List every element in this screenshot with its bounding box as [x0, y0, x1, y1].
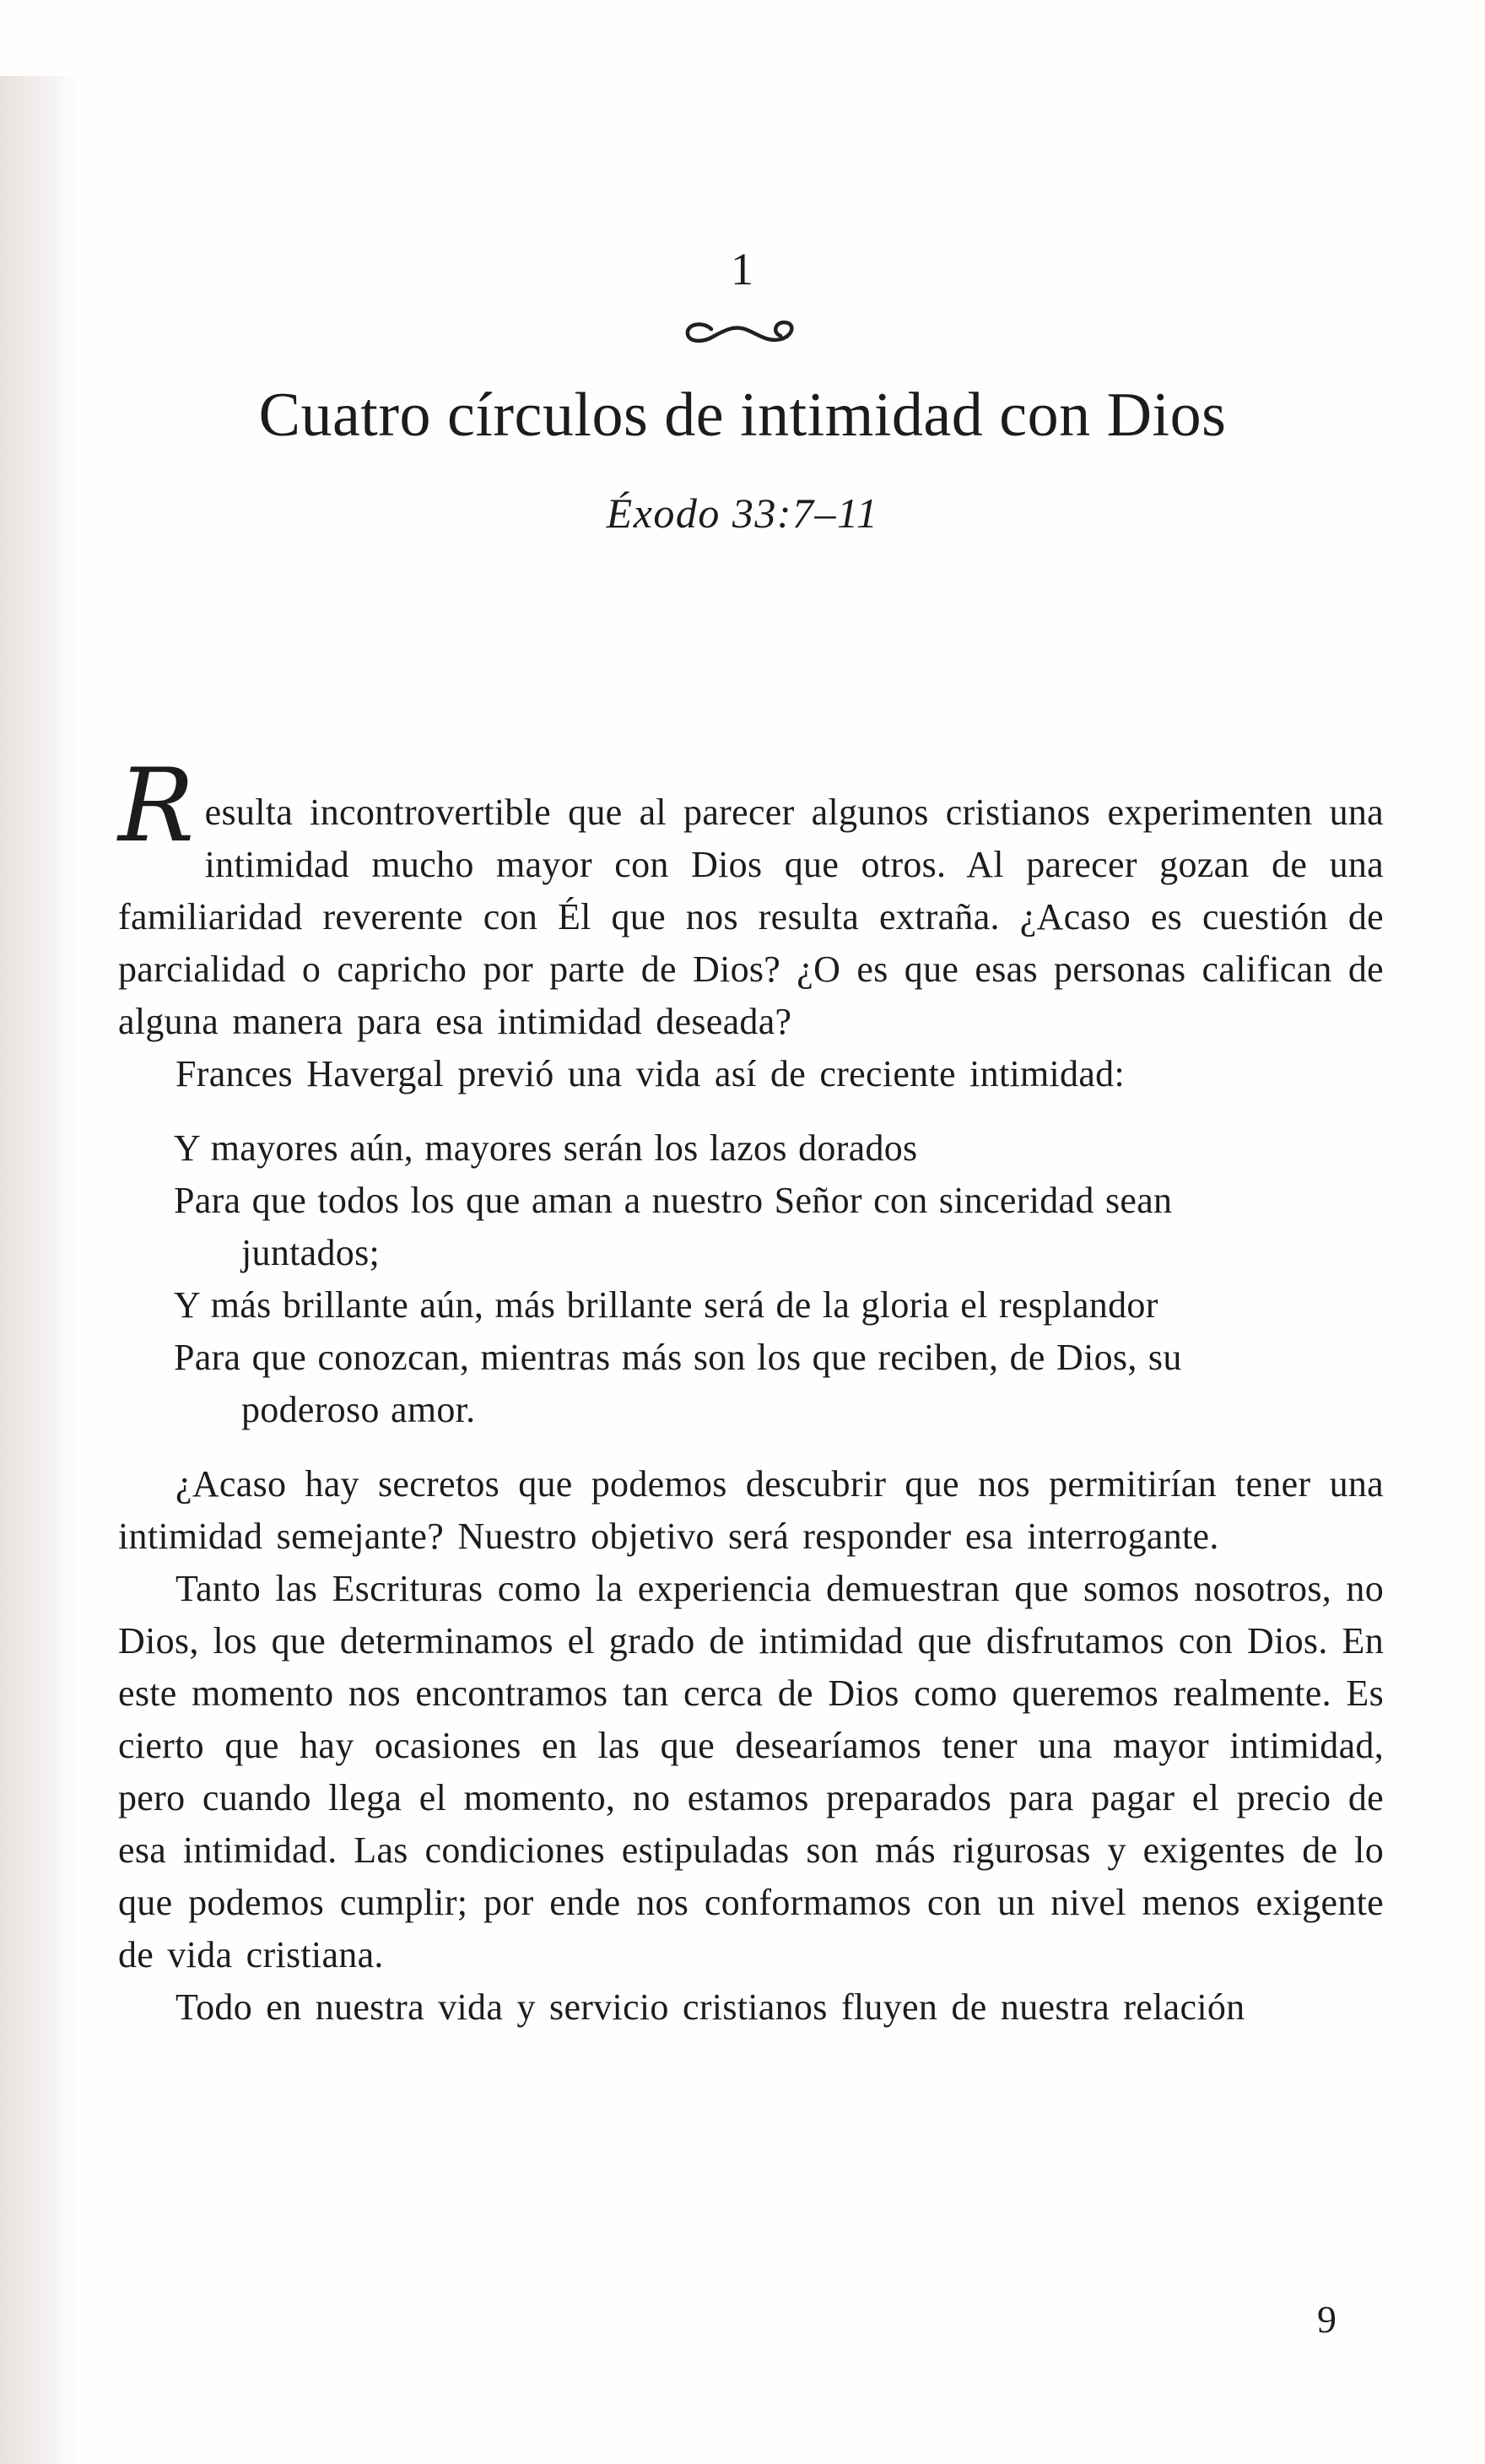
chapter-number: 1 — [731, 244, 754, 294]
poem-line: Y mayores aún, mayores serán los lazos dorados — [174, 1127, 918, 1169]
poem-block — [174, 1122, 1384, 1436]
body-text — [118, 748, 1384, 2034]
chapter-subtitle: Éxodo 33:7–11 — [606, 489, 879, 538]
chapter-title: Cuatro círculos de intimidad con Dios — [258, 381, 1227, 450]
swash-flourish-icon — [679, 316, 806, 356]
paragraph-1-text: esulta incontrovertible que al parecer algunos cristianos experimenten una intimidad mucho mayor con Dios que otros. Al parecer gozan de una familiaridad reverente con Él que nos resulta extraña. ¿Acaso es cuestión de parcialidad o capricho por parte de Dios? ¿O es que esas personas califican de alguna manera para esa intimidad deseada? — [118, 792, 1384, 1042]
paragraph-2: Frances Havergal previó una vida así de creciente intimidad: — [176, 1053, 1125, 1094]
chapter-ornament — [0, 316, 1485, 356]
poem-line: Para que conozcan, mientras más son los que reciben, de Dios, su — [174, 1337, 1182, 1378]
poem-line: Para que todos los que aman a nuestro Señor con sinceridad sean — [174, 1180, 1173, 1221]
poem-line: poderoso amor. — [241, 1389, 476, 1430]
dropcap-initial: R — [118, 748, 195, 865]
page-number: 9 — [1317, 2298, 1336, 2341]
paragraph-4: Tanto las Escrituras como la experiencia demuestran que somos nosotros, no Dios, los que determinamos el grado de intimidad que disfrutamos con Dios. En este momento nos encontramos tan cerca de Dios como queremos realmente. Es cierto que hay ocasiones en las que desearíamos tener una mayor intimidad, pero cuando llega el momento, no estamos preparados para pagar el precio de esa intimidad. Las condiciones estipuladas son más rigurosas y exigentes de lo que podemos cumplir; por ende nos conformamos con un nivel menos exigente de vida cristiana. — [118, 1568, 1384, 1975]
paragraph-1 — [118, 748, 1384, 1048]
chapter-header — [0, 0, 1485, 538]
paragraph-5: Todo en nuestra vida y servicio cristianos fluyen de nuestra relación — [176, 1986, 1245, 2028]
poem-line: Y más brillante aún, más brillante será de la gloria el resplandor — [174, 1284, 1158, 1326]
poem-line: juntados; — [241, 1232, 381, 1273]
paragraph-3: ¿Acaso hay secretos que podemos descubrir que nos permitirían tener una intimidad semejante? Nuestro objetivo será responder esa interrogante. — [118, 1463, 1384, 1557]
